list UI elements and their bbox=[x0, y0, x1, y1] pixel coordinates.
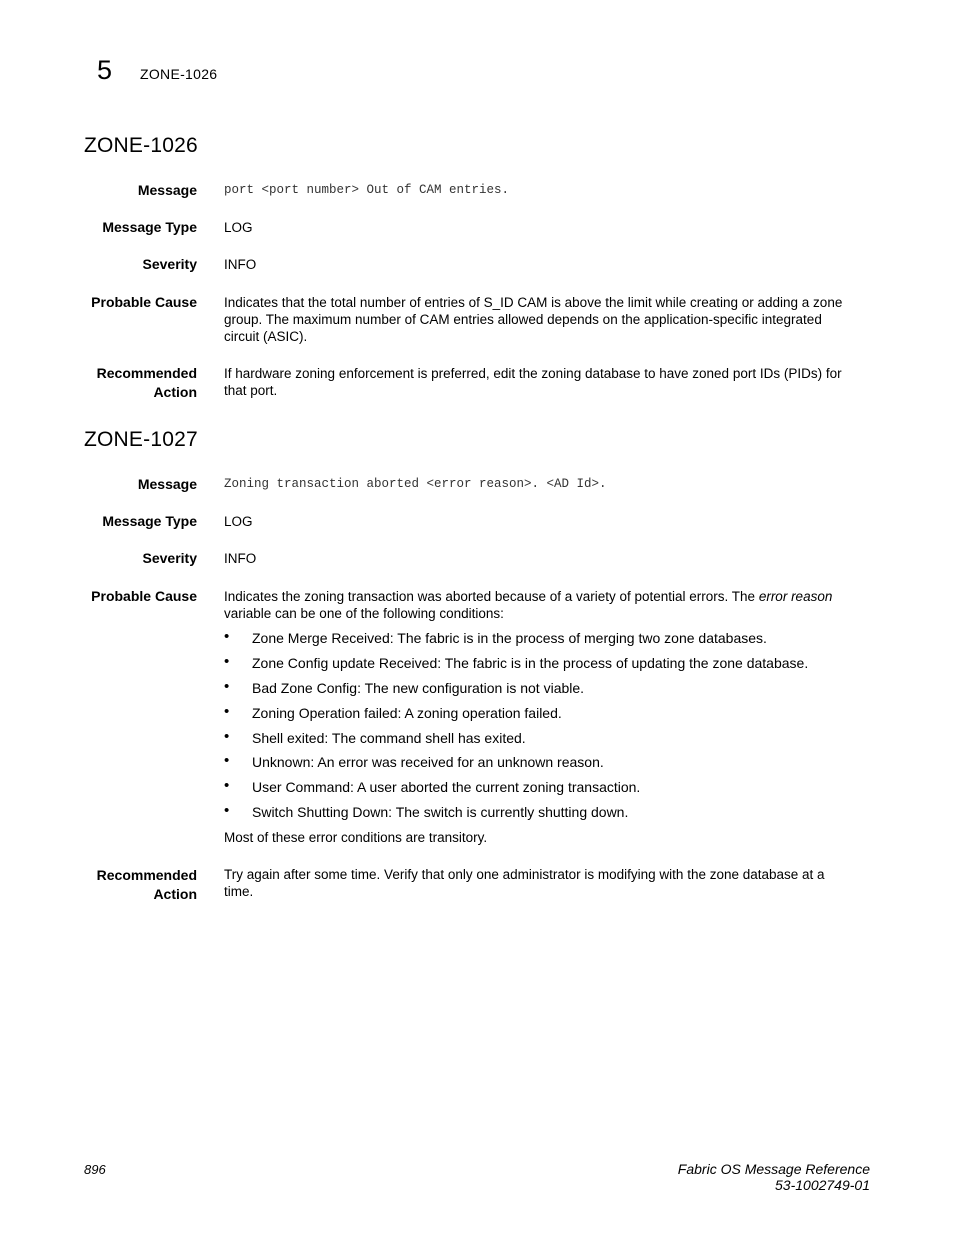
document-number: 53-1002749-01 bbox=[775, 1177, 870, 1193]
text-line: that port. bbox=[224, 383, 278, 398]
severity-value: INFO bbox=[224, 551, 257, 566]
probable-cause-footer: Most of these error conditions are transitory. bbox=[224, 830, 488, 845]
bullet-item: Unknown: An error was received for an unknown reason. bbox=[252, 754, 604, 770]
label-line: Recommended bbox=[96, 365, 197, 381]
page-number: 896 bbox=[84, 1162, 106, 1177]
recommended-action-label bbox=[0, 866, 197, 904]
message-label: Message bbox=[137, 476, 197, 492]
bullet-item: Zone Merge Received: The fabric is in the process of merging two zone databases. bbox=[252, 630, 767, 646]
message-type-label: Message Type bbox=[102, 219, 197, 235]
chapter-number: 5 bbox=[97, 55, 113, 85]
text-line: Indicates that the total number of entries of S_ID CAM is above the limit while creating or adding a zone bbox=[224, 295, 843, 310]
text-line: variable can be one of the following conditions: bbox=[224, 606, 504, 621]
text-line: circuit (ASIC). bbox=[224, 329, 308, 344]
probable-cause-text bbox=[224, 294, 870, 345]
bullet-icon: • bbox=[224, 728, 230, 745]
recommended-action-text bbox=[224, 866, 870, 900]
document-title: Fabric OS Message Reference bbox=[677, 1161, 870, 1177]
message-type-value: LOG bbox=[224, 514, 253, 529]
variable-name: error reason bbox=[758, 589, 833, 604]
chapter-running-title: ZONE-1026 bbox=[140, 66, 218, 82]
recommended-action-label bbox=[0, 364, 197, 402]
text-line: time. bbox=[224, 884, 254, 899]
label-line: Recommended bbox=[96, 867, 197, 883]
bullet-item: Zoning Operation failed: A zoning operation failed. bbox=[252, 705, 562, 721]
bullet-item: Bad Zone Config: The new configuration is not viable. bbox=[252, 680, 585, 696]
text-line: Try again after some time. Verify that only one administrator is modifying with the zone database at a bbox=[224, 867, 825, 882]
text-line bbox=[224, 588, 870, 605]
probable-cause-text bbox=[224, 588, 870, 622]
text-line: If hardware zoning enforcement is preferred, edit the zoning database to have zoned port IDs (PIDs) for bbox=[224, 366, 842, 381]
probable-cause-label: Probable Cause bbox=[91, 294, 197, 310]
severity-label: Severity bbox=[142, 256, 197, 272]
bullet-icon: • bbox=[224, 703, 230, 720]
bullet-icon: • bbox=[224, 752, 230, 769]
message-label: Message bbox=[137, 182, 197, 198]
bullet-item: Shell exited: The command shell has exited. bbox=[252, 730, 526, 746]
label-line: Action bbox=[153, 384, 197, 400]
section-title-zone-1026: ZONE-1026 bbox=[84, 134, 198, 157]
bullet-icon: • bbox=[224, 777, 230, 794]
label-line: Action bbox=[153, 886, 197, 902]
document-info bbox=[678, 1161, 870, 1193]
recommended-action-text bbox=[224, 365, 870, 399]
message-text: port <port number> Out of CAM entries. bbox=[224, 183, 510, 197]
message-type-label: Message Type bbox=[102, 513, 197, 529]
text-line: group. The maximum number of CAM entries allowed depends on the application-specific integrated bbox=[224, 312, 822, 327]
section-title-zone-1027: ZONE-1027 bbox=[84, 428, 198, 451]
text-span: Indicates the zoning transaction was aborted because of a variety of potential errors. The bbox=[224, 589, 759, 604]
probable-cause-label: Probable Cause bbox=[91, 588, 197, 604]
bullet-item: Zone Config update Received: The fabric is in the process of updating the zone database. bbox=[252, 655, 809, 671]
severity-value: INFO bbox=[224, 257, 257, 272]
message-text: Zoning transaction aborted <error reason>. <AD Id>. bbox=[224, 477, 607, 491]
bullet-item: User Command: A user aborted the current zoning transaction. bbox=[252, 779, 641, 795]
message-type-value: LOG bbox=[224, 220, 253, 235]
bullet-item: Switch Shutting Down: The switch is currently shutting down. bbox=[252, 804, 629, 820]
bullet-icon: • bbox=[224, 653, 230, 670]
severity-label: Severity bbox=[142, 550, 197, 566]
bullet-icon: • bbox=[224, 678, 230, 695]
bullet-icon: • bbox=[224, 628, 230, 645]
bullet-icon: • bbox=[224, 802, 230, 819]
